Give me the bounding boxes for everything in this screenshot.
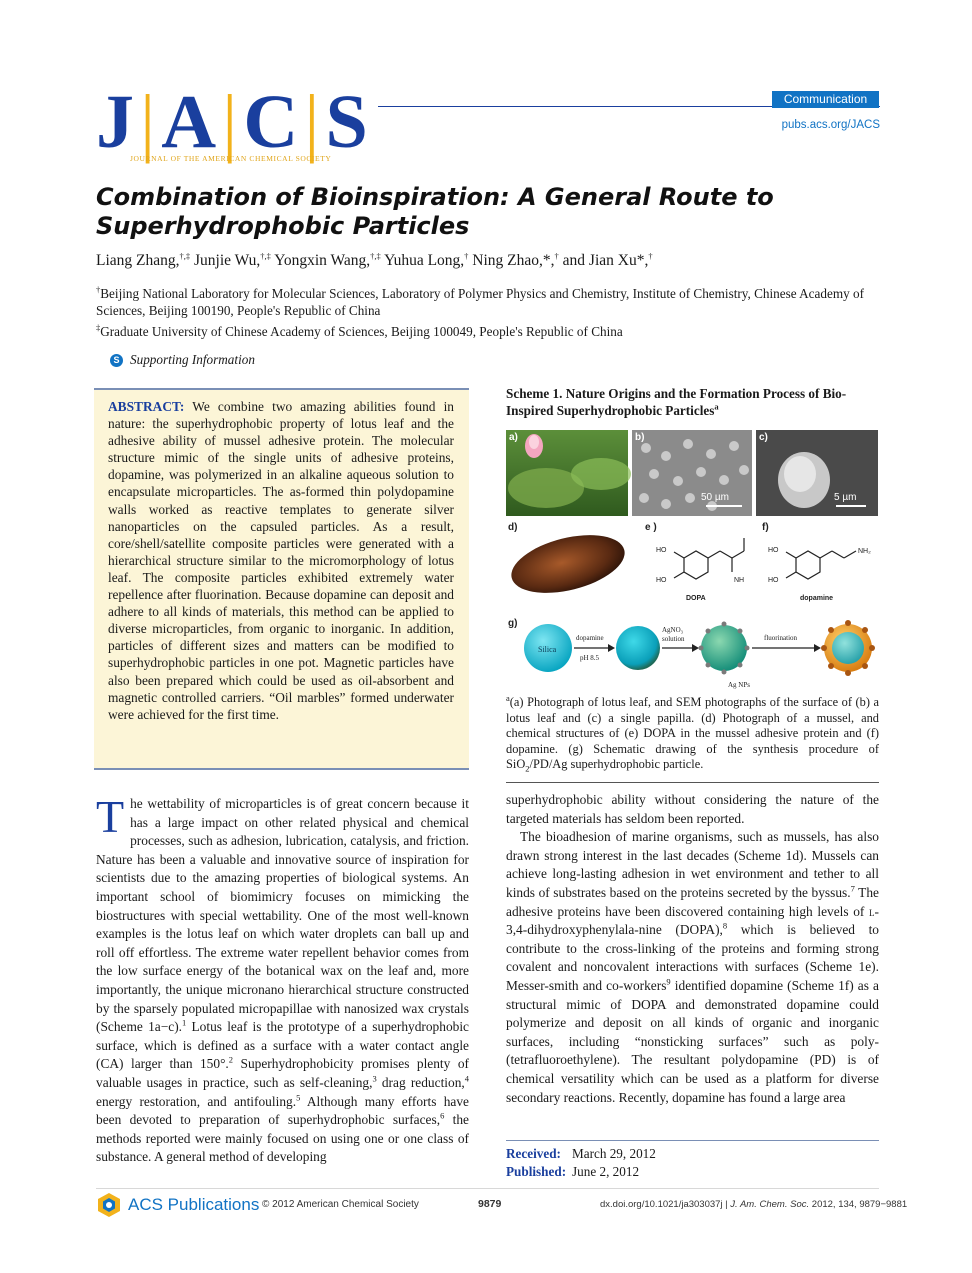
published-label: Published: bbox=[506, 1163, 567, 1179]
panel-label-b: b) bbox=[635, 432, 645, 443]
dopamine-label: dopamine bbox=[800, 595, 834, 602]
pd-coated-particle bbox=[616, 626, 660, 670]
paragraph: superhydrophobic ability without considering the nature of the targeted materials has seldom been reported. bbox=[506, 792, 879, 826]
silica-label: Silica bbox=[538, 645, 557, 654]
author-mark: † bbox=[464, 250, 469, 261]
dopamine-structure bbox=[786, 551, 856, 579]
dopa-label: DOPA bbox=[686, 595, 706, 602]
step3-label: fluorination bbox=[764, 634, 798, 642]
reference-link[interactable]: 2 bbox=[228, 1054, 234, 1065]
step1-ph: pH 8.5 bbox=[580, 654, 600, 662]
author-name[interactable]: Liang Zhang, bbox=[96, 252, 180, 269]
author-mark: †,‡ bbox=[370, 250, 381, 261]
author-name[interactable]: Junjie Wu, bbox=[194, 252, 261, 269]
reference-link[interactable]: 5 bbox=[296, 1092, 301, 1103]
supporting-information-link[interactable] bbox=[110, 352, 255, 368]
author-mark: †,‡ bbox=[179, 250, 191, 261]
reference-link[interactable]: 8 bbox=[722, 920, 728, 931]
dopa-ho-top: HO bbox=[656, 547, 667, 554]
reference-link[interactable]: 9 bbox=[666, 976, 671, 987]
journal-url-link[interactable]: pubs.acs.org/JACS bbox=[781, 119, 880, 131]
dopa-nh: NH bbox=[734, 577, 745, 584]
scale-bar-b: 50 µm bbox=[701, 492, 729, 503]
step1-label: dopamine bbox=[576, 634, 604, 642]
dates-rule bbox=[506, 1140, 879, 1141]
author-name[interactable]: and Jian Xu*, bbox=[562, 252, 649, 269]
logo-letter-s: S bbox=[325, 80, 370, 164]
panel-label-e: e ) bbox=[645, 522, 657, 533]
jacs-logo: J|A|C|S JOURNAL OF THE AMERICAN CHEMICAL SOCIETY bbox=[96, 80, 370, 164]
dopa-structure bbox=[674, 538, 744, 579]
dopa-ho-bottom: HO bbox=[656, 577, 667, 584]
dopamine-ho-top: HO bbox=[768, 547, 779, 554]
reference-link[interactable]: 3 bbox=[372, 1073, 377, 1084]
author-name[interactable]: Ning Zhao,*, bbox=[472, 252, 555, 269]
step2-solution: solution bbox=[662, 635, 685, 643]
received-label: Received: bbox=[506, 1146, 561, 1161]
drop-cap: T bbox=[96, 791, 125, 842]
author-name[interactable]: Yongxin Wang, bbox=[274, 252, 371, 269]
received-date: March 29, 2012 bbox=[572, 1146, 656, 1161]
abstract bbox=[108, 398, 454, 723]
reference-link[interactable]: 4 bbox=[464, 1073, 469, 1084]
logo-letter-j: J bbox=[96, 80, 136, 164]
scheme-footnote: $^a$(a) Photograph of lotus leaf, and SEM photographs of the surface of (b) a lotus leaf and (c) a single papilla. (d) Photograph of a mussel, and chemical structures of (e) DOPA in the mussel adhesive protein and (f) dopamine. (g) Schematic drawing of the synthesis procedure of SiO$_2$/PD/Ag superhydrophobic particle. bbox=[506, 692, 879, 774]
article-dates bbox=[506, 1145, 656, 1180]
publisher-name: ACS Publications bbox=[128, 1195, 260, 1214]
paragraph: The bioadhesion of marine organisms, such as mussels, has also drawn strong interest in the last decades (Scheme 1d). Mussels can achieve long-lasting adhesion in wet environment and tether to all kinds of substrates based on the proteins secreted by the byssus.$^7$ The adhesive proteins have been discovered containing high levels of l-3,4-dihydroxyphenylala-nine (DOPA),$^8$ which is believed to contribute to the cross-linking of the proteins and forming strong covalent and noncovalent interactions with surfaces (Scheme 1e). Messer-smith and co-workers$^9$ identified dopamine (Scheme 1f) as a structural mimic of DOPA and demonstrated dopamine could polymerize and deposit on all kinds of organic and inorganic surfaces, including “nonsticking surfaces” such as poly-(tetrafluoroethylene). The resultant polydopamine (PD) is of chemical versatility which can be used as a platform for diverse secondary reactions. Recently, dopamine has found a large area bbox=[506, 829, 880, 1105]
scale-bar-c: 5 µm bbox=[834, 492, 857, 503]
author-mark: † bbox=[648, 250, 653, 261]
copyright: © 2012 American Chemical Society bbox=[262, 1199, 419, 1210]
reference-link[interactable]: 7 bbox=[850, 883, 855, 894]
supporting-info-label: Supporting Information bbox=[130, 352, 255, 367]
article-title: Combination of Bioinspiration: A General Route to Superhydrophobic Particles bbox=[96, 183, 774, 240]
doi-citation[interactable]: dx.doi.org/10.1021/ja303037j | J. Am. Chem. Soc. 2012, 134, 9879−9881 bbox=[600, 1199, 908, 1210]
reference-link[interactable]: 1 bbox=[182, 1017, 187, 1028]
author-name[interactable]: Yuhua Long, bbox=[384, 252, 465, 269]
mussel-photo bbox=[506, 525, 631, 604]
author-mark: †,‡ bbox=[260, 250, 271, 261]
dopamine-ho-bottom: HO bbox=[768, 577, 779, 584]
step2-agno3: AgNO₃ bbox=[662, 626, 684, 634]
body-column-right bbox=[506, 791, 879, 1107]
article-type-badge: Communication bbox=[772, 91, 879, 108]
scheme-figure bbox=[506, 426, 880, 691]
affiliation-1: †Beijing National Laboratory for Molecular Sciences, Laboratory of Polymer Physics and Chemistry, Institute of Chemistry, Chinese Academy of Sciences, Beijing 100190, People's Republic of China bbox=[96, 284, 864, 318]
panel-label-f: f) bbox=[762, 522, 769, 533]
acs-hexagon-icon bbox=[96, 1192, 122, 1218]
affiliation-2: ‡Graduate University of Chinese Academy of Sciences, Beijing 100049, People's Republic of China bbox=[96, 322, 623, 339]
logo-subtitle: JOURNAL OF THE AMERICAN CHEMICAL SOCIETY bbox=[130, 154, 332, 163]
author-list bbox=[96, 251, 886, 271]
dopamine-nh2: NH₂ bbox=[858, 548, 871, 555]
reference-link[interactable]: 6 bbox=[440, 1110, 445, 1121]
published-date: June 2, 2012 bbox=[572, 1163, 640, 1179]
supporting-info-icon: S bbox=[110, 354, 123, 367]
footer-rule bbox=[96, 1188, 879, 1189]
logo-letter-c: C bbox=[243, 80, 301, 164]
author-mark: † bbox=[554, 250, 559, 261]
abstract-label: ABSTRACT: bbox=[108, 399, 185, 414]
acs-publications-logo[interactable] bbox=[96, 1192, 259, 1218]
page-number: 9879 bbox=[478, 1198, 502, 1210]
body-column-left: The wettability of microparticles is of great concern because it has a large impact on other related physical and chemical processes, such as adhesion, lubrication, catalysis, and friction. Nature has been a valuable and innovative source of inspiration for scientists due to the amazing properties of biological systems. An important school of biomimicry focuses on mimicking the biostructures with special wettability. One of the most well-known examples is the lotus leaf on which water droplets can ball up and roll off effortless. The extreme water repellent behavior comes from the low surface energy of the botanical wax on the leaf and, more importantly, the unique micronano hierarchical structure constructed by the sparsely populated micropapillae with nanosized wax crystals (Scheme 1a−c).$^1$ Lotus leaf is the prototype of a superhydrophobic surface, which is defined as a surface with a water contact angle (CA) larger than 150°.$^2$ Superhydrophobicity promises plenty of valuable usages in practice, such as self-cleaning,$^3$ drag reduction,$^4$ energy restoration, and antifouling.$^5$ Although many efforts have been devoted to preparation of superhydrophobic surfaces,$^6$ the methods reported were mainly focused on using one or one class of substance. A general method of developing bbox=[96, 791, 469, 1165]
panel-label-a: a) bbox=[509, 432, 518, 443]
scheme-rule bbox=[506, 782, 879, 783]
abstract-text: We combine two amazing abilities found in nature: the superhydrophobic property of lotus leaf and the adhesive ability of mussel adhesive protein. The molecular structure mimic of the single units of adhesive proteins, dopamine, was polymerized in an alkaline aqueous solution to encapsulate microparticles. The as-formed thin polydopamine walls worked as reactive templates to generate silver nanoparticles on the capsuled particles. As a result, core/shell/satellite composite particles were generated with a hierarchical structure similar to the micromorphology of lotus leaf. The composite particles exhibited extremely water repellence after fluorination. Because dopamine can deposit and adhere to all kinds of materials, this method can be applied to diverse microparticles, from organic to inorganic. In addition, particles of different sizes and matters can be modified to superhydrophobic particles in one pot. Magnetic particles have also been prepared which could be used as oil-absorbent and magnetic controlled carriers. “Oil marbles” formed underwater were achieved for the first time. bbox=[108, 399, 455, 722]
ag-nps-label: Ag NPs bbox=[728, 681, 750, 689]
panel-label-d: d) bbox=[508, 522, 518, 533]
panel-label-c: c) bbox=[759, 432, 768, 443]
logo-letter-a: A bbox=[161, 80, 219, 164]
panel-label-g: g) bbox=[508, 618, 518, 629]
scheme-caption: Scheme 1. Nature Origins and the Formation Process of Bio-Inspired Superhydrophobic Particles$^a$ bbox=[506, 386, 847, 418]
